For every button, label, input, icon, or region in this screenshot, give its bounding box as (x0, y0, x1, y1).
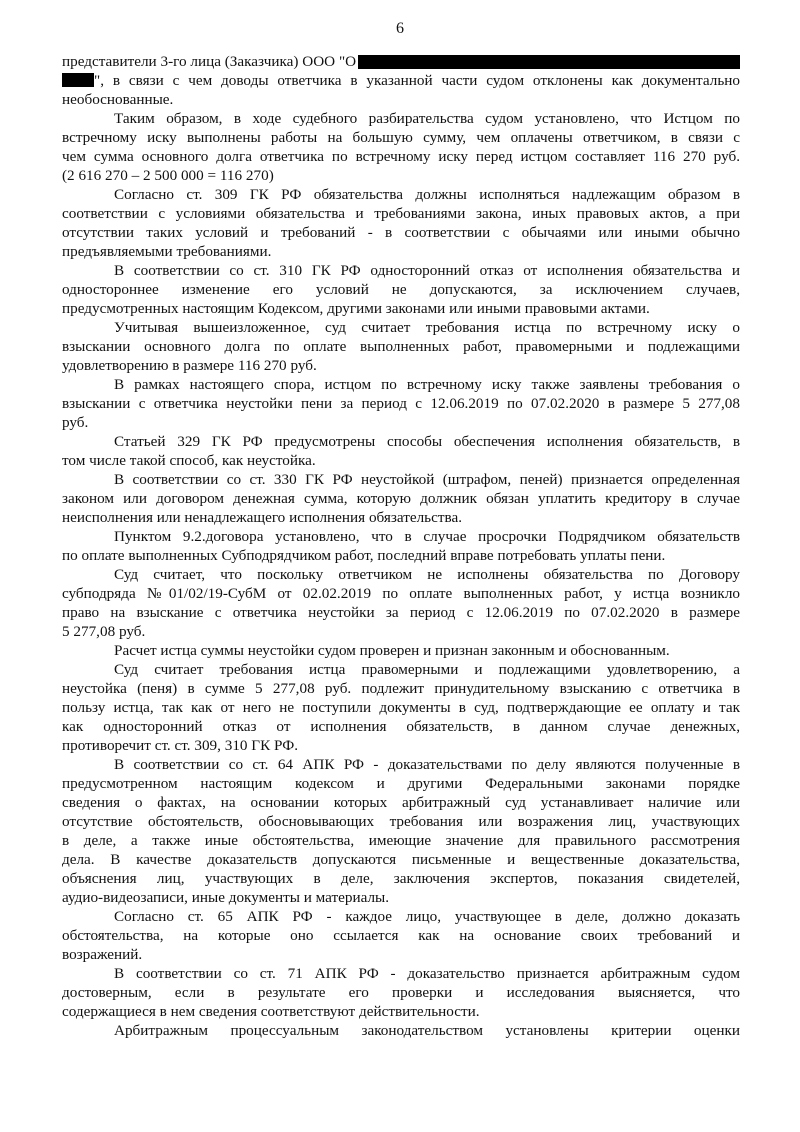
text-line: пользу истца, так как от него не поступили документы в суд, подтверждающие ее оплату и так (62, 699, 740, 716)
text-line: предусмотренных настоящим Кодексом, другими законами или иными правовыми актами. (62, 300, 650, 317)
text-line: Пунктом 9.2.договора установлено, что в случае просрочки Подрядчиком обязательств (114, 528, 740, 545)
text-line: представители 3-го лица (Заказчика) ООО "О (62, 53, 357, 70)
text-line: В соответствии со ст. 71 АПК РФ - доказательство признается арбитражным судом (114, 965, 740, 982)
text-line: Учитывая вышеизложенное, суд считает требования истца по встречному иску о (114, 319, 740, 336)
text-line: право на взыскание с ответчика неустойки за период с 12.06.2019 по 07.02.2020 в размере (62, 604, 740, 621)
text-line: Суд считает, что поскольку ответчиком не исполнены обязательства по Договору (114, 566, 740, 583)
text-line: Таким образом, в ходе судебного разбирательства судом установлено, что Истцом по (114, 110, 740, 127)
text-line: объяснения лиц, участвующих в деле, заключения экспертов, показания свидетелей, (62, 870, 740, 887)
text-line: (2 616 270 – 2 500 000 = 116 270) (62, 167, 274, 184)
paragraph (62, 109, 740, 185)
text-line-with-redaction (62, 52, 740, 71)
paragraph (62, 907, 740, 964)
paragraph (62, 90, 740, 109)
text-line: взыскании основного долга по оплате выполненных работ, правомерными и подлежащими (62, 338, 740, 355)
text-line: соответствии с условиями обязательства и требованиями закона, иных правовых актов, а при (62, 205, 740, 222)
text-line: достоверным, если в результате его проверки и исследования выясняется, что (62, 984, 740, 1001)
text-line: отсутствии таких условий и требований - в соответствии с обычаями или иными обычно (62, 224, 740, 241)
text-line: обстоятельства, на которые оно ссылается как на основание своих требований и (62, 927, 740, 944)
paragraph (62, 964, 740, 1021)
text-line: Арбитражным процессуальным законодательством установлены критерии оценки (114, 1022, 740, 1039)
document-body (62, 52, 740, 1040)
text-line: дела. В качестве доказательств допускаются письменные и вещественные доказательства, (62, 851, 740, 868)
paragraph (62, 318, 740, 375)
text-line: 5 277,08 руб. (62, 623, 146, 640)
text-line: неустойка (пеня) в сумме 5 277,08 руб. подлежит принудительному взысканию с ответчика в (62, 680, 740, 697)
text-line: чем сумма основного долга ответчика по встречному иску перед истцом составляет 116 270 руб. (62, 148, 740, 165)
text-line: содержащиеся в нем сведения соответствуют действительности. (62, 1003, 480, 1020)
paragraph (62, 565, 740, 641)
redaction-box (62, 73, 94, 87)
text-line: взыскании с ответчика неустойки пени за период с 12.06.2019 по 07.02.2020 в размере 5 277,08 (62, 395, 740, 412)
text-line: аудио-видеозаписи, иные документы и материалы. (62, 889, 390, 906)
text-line: необоснованные. (62, 91, 174, 108)
text-line: одностороннее изменение его условий не допускаются, за исключением случаев, (62, 281, 740, 298)
text-line: в деле, а также иные обстоятельства, имеющие значение для правильного рассмотрения (62, 832, 740, 849)
text-line: как односторонний отказ от исполнения обязательств, в данном случае денежных, (62, 718, 740, 735)
paragraph (62, 755, 740, 907)
paragraph (62, 641, 740, 660)
text-line: субподряда №01/02/19-СубМ от 02.02.2019 по оплате выполненных работ, у истца возникло (62, 585, 740, 602)
text-line: В соответствии со ст. 330 ГК РФ неустойкой (штрафом, пеней) признается определенная (114, 471, 740, 488)
text-line: сведения о фактах, на основании которых арбитражный суд устанавливает наличие или (62, 794, 740, 811)
text-line: встречному иску выполнены работы на большую сумму, чем оплачены ответчиком, в связи с (62, 129, 740, 146)
text-line: предъявляемыми требованиями. (62, 243, 272, 260)
paragraphs (62, 90, 740, 1040)
text-line: Согласно ст. 309 ГК РФ обязательства должны исполняться надлежащим образом в (114, 186, 740, 203)
text-line: Расчет истца суммы неустойки судом проверен и признан законным и обоснованным. (114, 642, 670, 659)
paragraph (62, 261, 740, 318)
paragraph (62, 375, 740, 432)
text-line: противоречит ст. ст. 309, 310 ГК РФ. (62, 737, 298, 754)
paragraph (62, 527, 740, 565)
text-line: неисполнения или ненадлежащего исполнения обязательства. (62, 509, 462, 526)
text-line: по оплате выполненных Субподрядчиком работ, последний вправе потребовать уплаты пени. (62, 547, 666, 564)
text-line: руб. (62, 414, 89, 431)
text-line: Статьей 329 ГК РФ предусмотрены способы обеспечения исполнения обязательств, в (114, 433, 740, 450)
redaction-box (358, 55, 740, 69)
text-line: Суд считает требования истца правомерными и подлежащими удовлетворению, а (114, 661, 740, 678)
paragraph (62, 660, 740, 755)
text-line: предусмотренном настоящим кодексом и другими Федеральными законами порядке (62, 775, 740, 792)
text-line: Согласно ст. 65 АПК РФ - каждое лицо, участвующее в деле, должно доказать (114, 908, 740, 925)
text-line: В соответствии со ст. 64 АПК РФ - доказательствами по делу являются полученные в (114, 756, 740, 773)
text-line: удовлетворению в размере 116 270 руб. (62, 357, 317, 374)
text-line: ", в связи с чем доводы ответчика в указанной части судом отклонены как документально (94, 72, 740, 89)
paragraph (62, 432, 740, 470)
text-line: законом или договором денежная сумма, которую должник обязан уплатить кредитору в случае (62, 490, 740, 507)
text-line: возражений. (62, 946, 143, 963)
paragraph (62, 470, 740, 527)
text-line: отсутствие обстоятельств, обосновывающих требования или возражения лиц, участвующих (62, 813, 740, 830)
text-line: В соответствии со ст. 310 ГК РФ односторонний отказ от исполнения обязательства и (114, 262, 740, 279)
text-line-with-redaction (62, 71, 740, 90)
page-number: 6 (396, 20, 404, 37)
paragraph (62, 185, 740, 261)
text-line: В рамках настоящего спора, истцом по встречному иску также заявлены требования о (114, 376, 740, 393)
paragraph (62, 1021, 740, 1040)
text-line: том числе такой способ, как неустойка. (62, 452, 316, 469)
